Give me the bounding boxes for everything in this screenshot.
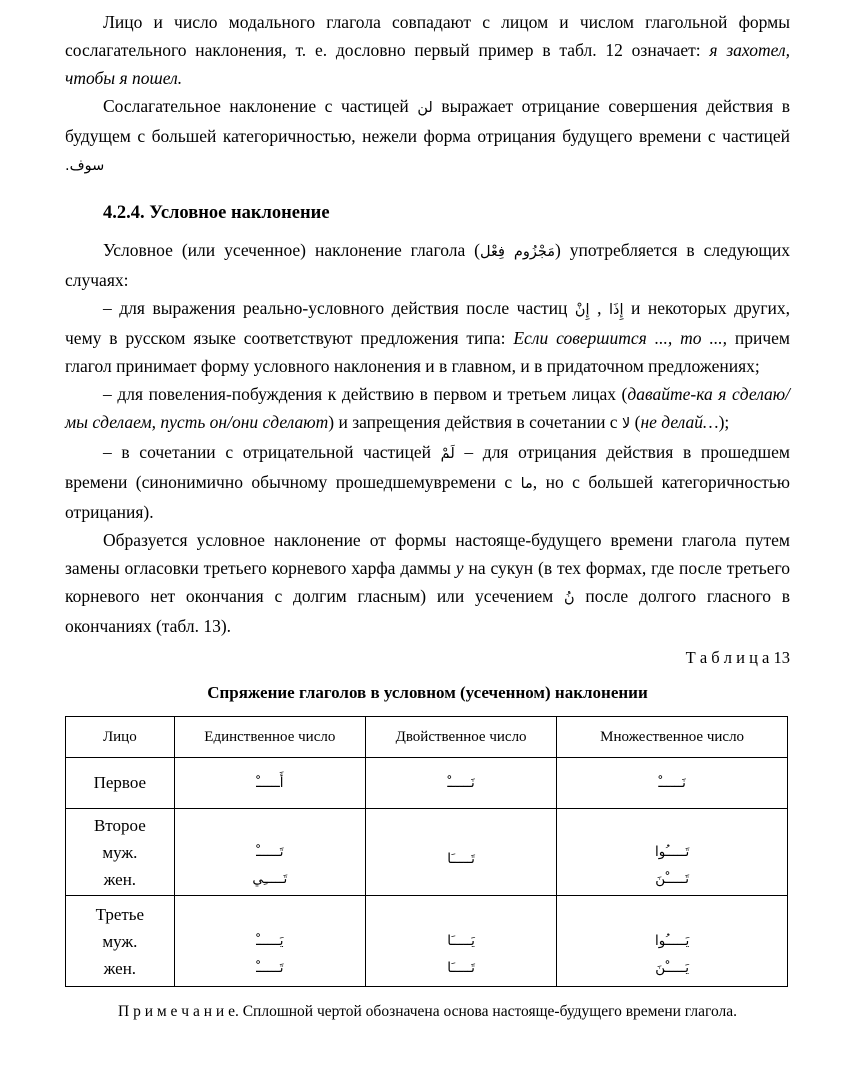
header-cell-person: Лицо: [66, 717, 175, 758]
arabic-particle-la: لا: [621, 416, 631, 432]
arabic-form: تَـــــَا: [447, 850, 475, 867]
arabic-term-majzum: مَجْزُوم: [513, 244, 555, 260]
form-cell: [365, 758, 556, 809]
text-run: (: [630, 412, 641, 432]
text-run: Образуется условное наклонение от формы настояще-будущего времени глагола путем замены огласовки третьего корневого харфа даммы: [65, 530, 790, 578]
italic-example: я захотел, чтобы я пошел.: [65, 40, 790, 88]
form-cell: [557, 809, 788, 896]
form-cell: [557, 758, 788, 809]
person-label: Третье: [95, 904, 145, 924]
form-cell: [365, 896, 556, 987]
arabic-form: أَــــــْ: [256, 774, 284, 791]
gender-label-masc: муж.: [102, 931, 138, 951]
text-run: Сослагательное наклонение с частицей: [103, 96, 418, 116]
arabic-form: تَــــــْ: [256, 843, 284, 860]
arabic-particle-lan: لن: [417, 100, 433, 116]
note-label: П р и м е ч а н и е.: [118, 1003, 239, 1020]
person-cell: [66, 896, 175, 987]
text-run: и некоторых других, чему в русском языке соответствуют предложения типа:: [65, 298, 790, 348]
section-heading: 4.2.4. Условное наклонение: [103, 203, 330, 223]
paragraph-formation: [65, 526, 790, 640]
arabic-form: تَـــــِي: [252, 870, 288, 887]
text-run: – для отрицания действия в прошедшем времени (синонимично обычному прошедшемувремени с: [65, 442, 790, 492]
form-cell: [174, 809, 365, 896]
text-run: Условное (или усеченное) наклонение глагола (: [103, 240, 480, 260]
arabic-particle-lam: لَمْ: [440, 446, 455, 462]
arabic-form: نَــــــْ: [447, 774, 475, 791]
person-cell: Первое: [66, 758, 175, 809]
header-cell-dual: Двойственное число: [365, 717, 556, 758]
text-run: Лицо и число модального глагола совпадают с лицом и числом глагольной формы сослагательного наклонения, т. е. дословно первый пример в табл. 12 означает:: [65, 12, 790, 60]
form-cell: [174, 896, 365, 987]
header-cell-singular: Единственное число: [174, 717, 365, 758]
dual-form-wrap: [366, 809, 556, 895]
text-run: – в сочетании с отрицательной частицей: [103, 442, 441, 462]
form-cell: [557, 896, 788, 987]
form-cell: [174, 758, 365, 809]
italic-example: давайте-ка я сделаю/мы сделаем, пусть он/они сделают: [65, 384, 790, 432]
paragraph-imperative-use: [65, 380, 790, 438]
arabic-form: يَـــــْنَ: [655, 959, 690, 976]
table-row-third-person: [66, 896, 788, 987]
spacer: [366, 901, 556, 928]
person-label: Второе: [93, 815, 146, 835]
text-run: , но с большей категоричностью отрицания).: [65, 472, 790, 522]
text-run: ,: [589, 298, 609, 318]
arabic-term-fil: فِعْل: [480, 244, 505, 260]
table-note: [65, 1001, 790, 1022]
paragraph-subjunctive-lan: [65, 92, 790, 180]
spacer: [557, 901, 787, 928]
text-run: ) и запрещения действия в сочетании с: [328, 412, 622, 432]
form-cell: [365, 809, 556, 896]
arabic-form: يَــــــْ: [256, 932, 284, 949]
arabic-form: تَـــــْنَ: [655, 870, 690, 887]
spacer: [175, 901, 365, 928]
paragraph-lam-negation: [65, 438, 790, 526]
arabic-form: يَـــــُوا: [654, 932, 690, 949]
italic-example: Если совершится ..., то ...,: [513, 328, 727, 348]
table-row-second-person: [66, 809, 788, 896]
text-run: на сукун (в тех формах, где после третьего корневого нет окончания с долгим гласным) или усечением: [65, 558, 790, 606]
table-number-label: Т а б л и ц а 13: [685, 648, 790, 667]
italic-letter-u: у: [455, 558, 464, 578]
spacer: [557, 812, 787, 839]
table-row-first-person: [66, 758, 788, 809]
gender-label-masc: муж.: [102, 842, 138, 862]
arabic-particle-idha: إِذَا: [609, 302, 624, 318]
table-header-row: [66, 717, 788, 758]
text-run: – для выражения реально-условного действия после частиц: [103, 298, 575, 318]
header-cell-plural: Множественное число: [557, 717, 788, 758]
gender-label-fem: жен.: [103, 958, 137, 978]
gender-label-fem: жен.: [103, 869, 137, 889]
arabic-form: تَـــــَا: [447, 959, 475, 976]
paragraph-conditional-use: [65, 294, 790, 380]
arabic-form: تَــــــْ: [256, 959, 284, 976]
paragraph-modal-verb: [65, 8, 790, 92]
arabic-form: تَـــــُوا: [654, 843, 690, 860]
arabic-particle-in: إِنْ: [574, 302, 590, 318]
text-run: );: [718, 412, 730, 432]
arabic-particle-ma: ما: [520, 476, 533, 492]
paragraph-jussive-intro: [65, 236, 790, 294]
text-run: выражает отрицание совершения действия в будущем с большей категоричностью, нежели форма отрицания будущего времени с частицей: [65, 96, 790, 146]
text-run: [505, 240, 514, 260]
text-run: ) употребляется в следующих случаях:: [65, 240, 790, 290]
text-run: причем глагол принимает форму условного наклонения и в главном, и в придаточном предложениях;: [65, 328, 790, 376]
spacer: [175, 812, 365, 839]
arabic-form: نَــــــْ: [658, 774, 686, 791]
italic-example: не делай…: [640, 412, 719, 432]
text-run: – для повеления-побуждения к действию в первом и третьем лицах (: [103, 384, 628, 404]
text-run: после долгого гласного в окончаниях (табл. 13).: [65, 586, 790, 636]
arabic-particle-sawfa: سوف.: [65, 158, 105, 174]
arabic-form: يَـــــَا: [447, 932, 475, 949]
note-text: Сплошной чертой обозначена основа настояще-будущего времени глагола.: [238, 1003, 737, 1020]
person-cell: [66, 809, 175, 896]
table-title: Спряжение глаголов в условном (усеченном) наклонении: [207, 683, 648, 702]
conjugation-table: [65, 716, 788, 987]
arabic-letter-nun: نُ: [563, 590, 575, 606]
